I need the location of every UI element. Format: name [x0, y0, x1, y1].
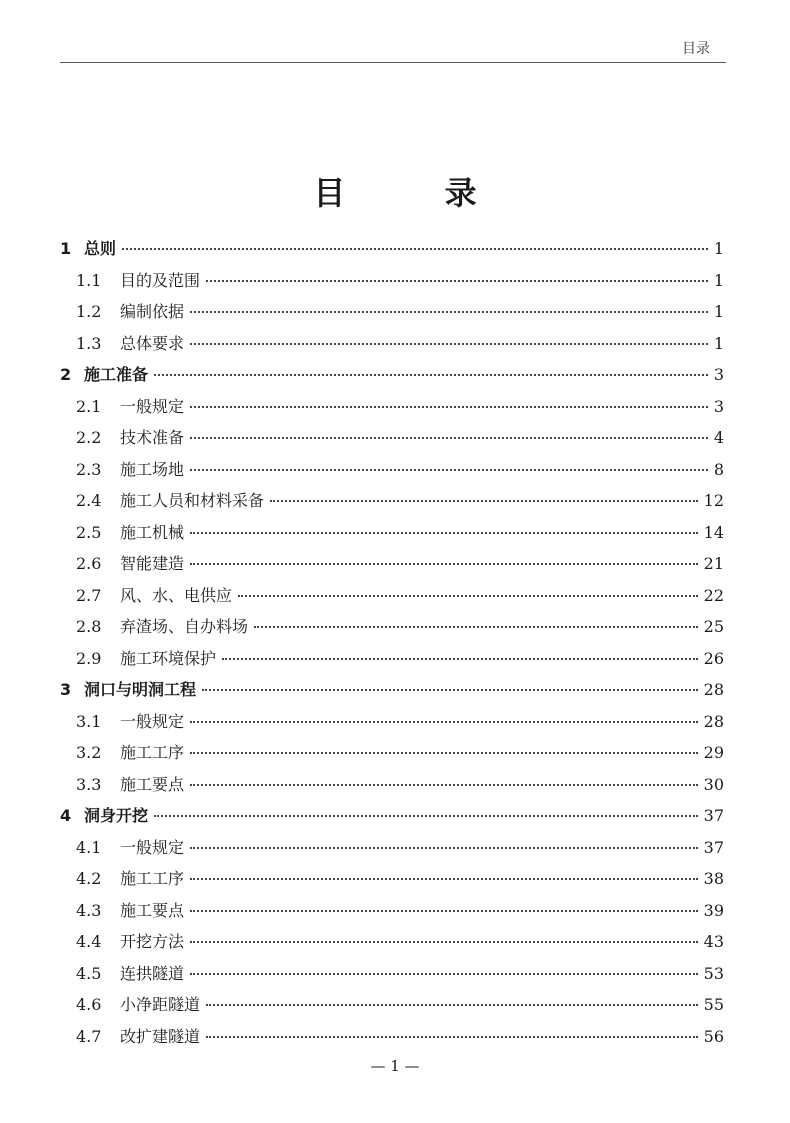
- toc-entry-page: 8: [713, 459, 724, 479]
- toc-entry-page: 28: [703, 680, 724, 699]
- toc-section-entry[interactable]: [58, 992, 724, 1024]
- running-header: 目录: [682, 41, 710, 57]
- toc-entry-page: 1: [713, 239, 724, 258]
- toc-section-entry[interactable]: [58, 457, 724, 489]
- toc-entry-label: 小净距隧道: [120, 995, 201, 1014]
- toc-entry-number: 3.3: [76, 774, 102, 794]
- toc-entry-label: 开挖方法: [120, 932, 185, 951]
- toc-entry-label: 弃渣场、自办料场: [120, 617, 249, 636]
- toc-entry-number: 2.5: [76, 522, 102, 542]
- toc-entry-label: 编制依据: [120, 302, 185, 321]
- toc-entry-page: 3: [713, 365, 724, 384]
- toc-entry-label: 改扩建隧道: [120, 1026, 201, 1046]
- dot-leader: [190, 752, 698, 754]
- dot-leader: [190, 343, 708, 345]
- dot-leader: [190, 311, 708, 313]
- toc-entry-label: 施工人员和材料采备: [120, 491, 265, 510]
- toc-entry-number: 2: [60, 365, 72, 384]
- dot-leader: [190, 878, 698, 880]
- toc-entry-page: 29: [703, 743, 724, 762]
- toc-entry-label: 施工要点: [120, 774, 185, 794]
- toc-entry-number: 2.7: [76, 585, 102, 605]
- dot-leader: [222, 658, 698, 660]
- toc-entry-label: 目的及范围: [120, 270, 201, 290]
- toc-entry-label: 总则: [84, 239, 117, 258]
- dot-leader: [190, 847, 698, 849]
- toc-entry-page: 53: [703, 963, 724, 983]
- toc-section-entry[interactable]: [58, 488, 724, 520]
- dot-leader: [190, 563, 698, 565]
- toc-entry-page: 1: [713, 270, 724, 290]
- table-of-contents: [58, 236, 724, 1055]
- toc-entry-page: 39: [703, 900, 724, 920]
- toc-section-entry[interactable]: [58, 866, 724, 898]
- toc-section-entry[interactable]: [58, 646, 724, 678]
- toc-section-entry[interactable]: [58, 929, 724, 961]
- toc-entry-number: 2.4: [76, 491, 102, 510]
- toc-chapter-entry[interactable]: [58, 236, 724, 268]
- toc-section-entry[interactable]: [58, 961, 724, 993]
- toc-entry-number: 1.2: [76, 302, 102, 321]
- page-footer: — 1 —: [370, 1057, 420, 1075]
- toc-section-entry[interactable]: [58, 740, 724, 772]
- toc-section-entry[interactable]: [58, 299, 724, 331]
- toc-entry-label: 施工场地: [120, 459, 185, 479]
- dot-leader: [190, 532, 698, 534]
- toc-entry-number: 1.3: [76, 333, 102, 353]
- toc-entry-number: 2.3: [76, 459, 102, 479]
- toc-entry-number: 4.1: [76, 837, 102, 857]
- dot-leader: [190, 784, 698, 786]
- dot-leader: [206, 1036, 698, 1038]
- toc-entry-page: 3: [713, 396, 724, 416]
- toc-entry-label: 一般规定: [120, 396, 185, 416]
- toc-section-entry[interactable]: [58, 520, 724, 552]
- toc-entry-number: 2.6: [76, 554, 102, 573]
- toc-section-entry[interactable]: [58, 709, 724, 741]
- toc-section-entry[interactable]: [58, 331, 724, 363]
- toc-chapter-entry[interactable]: [58, 362, 724, 394]
- toc-entry-label: 施工工序: [120, 743, 185, 762]
- toc-entry-number: 3: [60, 680, 72, 699]
- toc-entry-label: 技术准备: [120, 428, 185, 447]
- dot-leader: [190, 721, 698, 723]
- toc-section-entry[interactable]: [58, 583, 724, 615]
- toc-entry-label: 施工环境保护: [120, 648, 217, 668]
- toc-section-entry[interactable]: [58, 898, 724, 930]
- toc-entry-label: 智能建造: [120, 554, 185, 573]
- toc-entry-page: 1: [713, 302, 724, 321]
- toc-entry-number: 4.2: [76, 869, 102, 888]
- toc-section-entry[interactable]: [58, 835, 724, 867]
- toc-entry-label: 一般规定: [120, 711, 185, 731]
- toc-chapter-entry[interactable]: [58, 803, 724, 835]
- dot-leader: [190, 941, 698, 943]
- toc-section-entry[interactable]: [58, 268, 724, 300]
- dot-leader: [206, 1004, 698, 1006]
- toc-section-entry[interactable]: [58, 394, 724, 426]
- toc-entry-number: 2.8: [76, 617, 102, 636]
- toc-entry-page: 43: [703, 932, 724, 951]
- toc-entry-number: 2.9: [76, 648, 102, 668]
- toc-entry-label: 施工机械: [120, 522, 185, 542]
- toc-entry-page: 22: [703, 585, 724, 605]
- toc-entry-number: 4.7: [76, 1026, 102, 1046]
- dot-leader: [190, 973, 698, 975]
- toc-entry-page: 4: [713, 428, 724, 447]
- toc-chapter-entry[interactable]: [58, 677, 724, 709]
- dot-leader: [238, 595, 698, 597]
- dot-leader: [154, 374, 708, 376]
- toc-entry-label: 一般规定: [120, 837, 185, 857]
- toc-entry-number: 2.2: [76, 428, 102, 447]
- toc-entry-page: 1: [713, 333, 724, 353]
- page-title: 目 录: [313, 174, 521, 212]
- toc-entry-page: 55: [703, 995, 724, 1014]
- toc-entry-page: 37: [703, 806, 724, 825]
- toc-entry-label: 施工准备: [84, 365, 149, 384]
- dot-leader: [190, 469, 708, 471]
- toc-entry-number: 4.4: [76, 932, 102, 951]
- dot-leader: [190, 910, 698, 912]
- dot-leader: [190, 437, 708, 439]
- dot-leader: [190, 406, 708, 408]
- toc-entry-number: 2.1: [76, 396, 102, 416]
- toc-entry-page: 38: [703, 869, 724, 888]
- toc-entry-number: 1: [60, 239, 72, 258]
- toc-entry-label: 连拱隧道: [120, 963, 185, 983]
- toc-section-entry[interactable]: [58, 772, 724, 804]
- header-rule: [60, 62, 726, 63]
- dot-leader: [270, 500, 698, 502]
- toc-entry-label: 总体要求: [120, 333, 185, 353]
- toc-entry-page: 14: [703, 522, 724, 542]
- toc-entry-page: 26: [703, 648, 724, 668]
- toc-entry-page: 21: [703, 554, 724, 573]
- toc-section-entry[interactable]: [58, 614, 724, 646]
- toc-section-entry[interactable]: [58, 551, 724, 583]
- dot-leader: [154, 815, 698, 817]
- dot-leader: [206, 280, 708, 282]
- toc-section-entry[interactable]: [58, 1024, 724, 1056]
- toc-entry-page: 28: [703, 711, 724, 731]
- toc-entry-number: 3.1: [76, 711, 102, 731]
- dot-leader: [122, 248, 708, 250]
- toc-entry-number: 4.5: [76, 963, 102, 983]
- toc-entry-page: 56: [703, 1026, 724, 1046]
- toc-entry-label: 洞口与明洞工程: [84, 680, 197, 699]
- toc-entry-number: 1.1: [76, 270, 102, 290]
- toc-entry-number: 4: [60, 806, 72, 825]
- dot-leader: [254, 626, 698, 628]
- toc-entry-page: 25: [703, 617, 724, 636]
- toc-entry-page: 37: [703, 837, 724, 857]
- toc-entry-label: 施工要点: [120, 900, 185, 920]
- toc-entry-label: 施工工序: [120, 869, 185, 888]
- toc-entry-label: 洞身开挖: [84, 806, 149, 825]
- toc-entry-number: 4.3: [76, 900, 102, 920]
- toc-entry-page: 30: [703, 774, 724, 794]
- toc-entry-number: 3.2: [76, 743, 102, 762]
- toc-entry-label: 风、水、电供应: [120, 585, 233, 605]
- toc-section-entry[interactable]: [58, 425, 724, 457]
- toc-entry-number: 4.6: [76, 995, 102, 1014]
- dot-leader: [202, 689, 698, 691]
- toc-entry-page: 12: [703, 491, 724, 510]
